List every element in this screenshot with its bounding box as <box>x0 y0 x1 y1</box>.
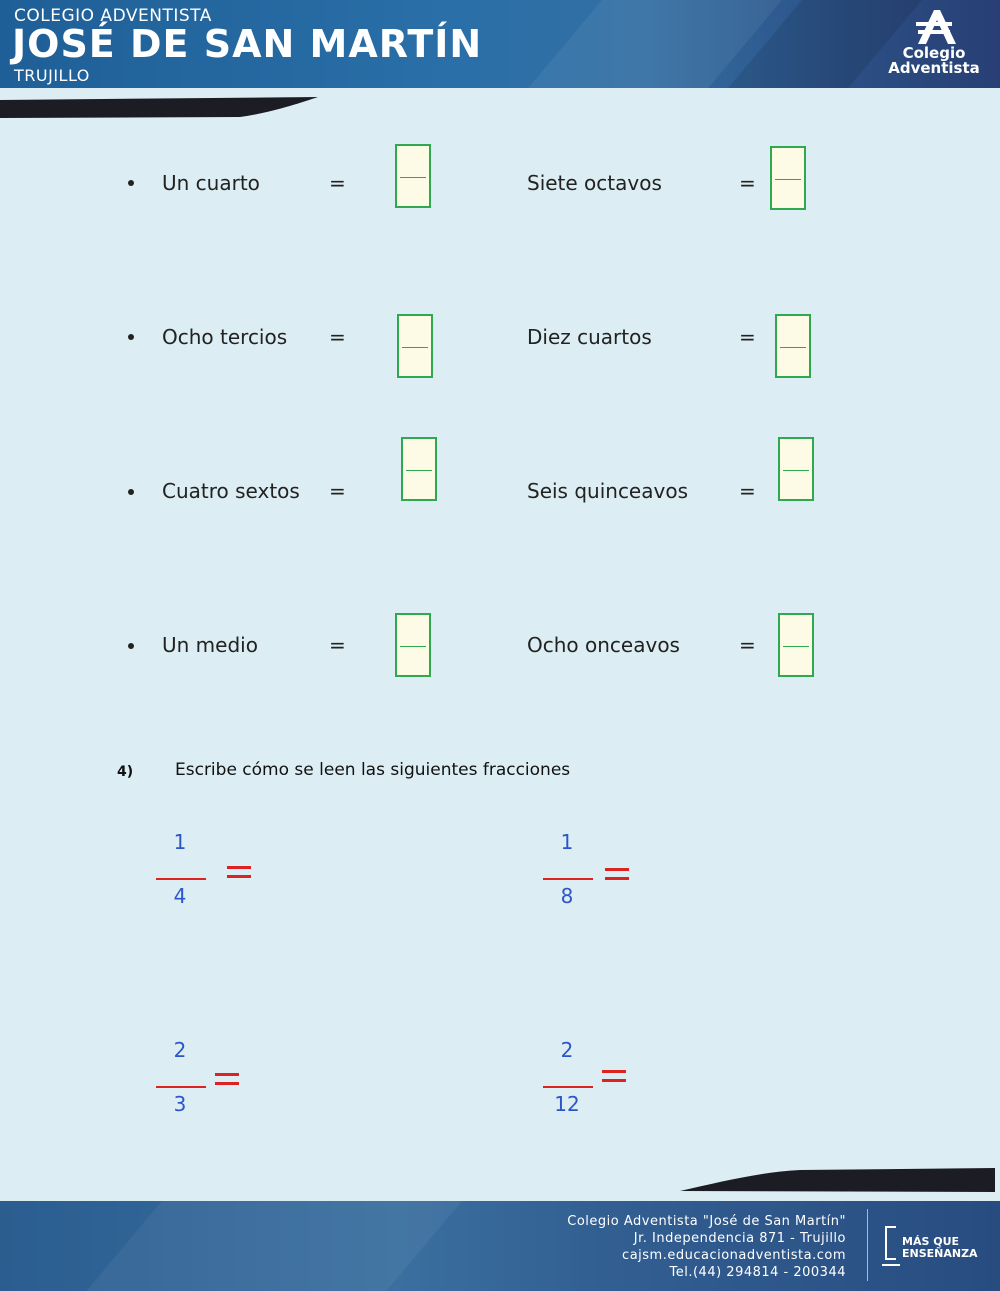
fraction-numerator: 1 <box>173 830 187 854</box>
equals-sign: = <box>739 171 756 195</box>
school-label: COLEGIO ADVENTISTA <box>14 6 212 26</box>
fraction-denominator: 8 <box>560 884 574 908</box>
bullet-icon <box>128 643 134 649</box>
exercise-label: Un cuarto <box>162 171 260 195</box>
exercise-label: Ocho tercios <box>162 325 288 349</box>
fraction-equals-sign <box>215 1073 239 1085</box>
exercise-label: Diez cuartos <box>527 325 652 349</box>
footer-divider <box>867 1209 868 1281</box>
fraction-answer-box[interactable] <box>778 613 814 677</box>
fraction-numerator: 1 <box>560 830 574 854</box>
header-swoosh <box>0 97 330 121</box>
fraction-bar <box>156 1086 206 1088</box>
equals-sign: = <box>329 633 346 657</box>
footer-phone: Tel.(44) 294814 - 200344 <box>669 1265 846 1280</box>
fraction-numerator: 2 <box>173 1038 187 1062</box>
fraction-denominator: 12 <box>554 1092 580 1116</box>
bullet-icon <box>128 489 134 495</box>
exercise-label: Siete octavos <box>527 171 662 195</box>
logo-text-line2: Adventista <box>888 59 980 77</box>
page-header <box>0 0 1000 88</box>
fraction-bar <box>543 1086 593 1088</box>
fraction-answer-box[interactable] <box>401 437 437 501</box>
fraction-answer-box[interactable] <box>778 437 814 501</box>
equals-sign: = <box>329 479 346 503</box>
fraction-answer-box[interactable] <box>397 314 433 378</box>
fraction-answer-box[interactable] <box>395 613 431 677</box>
equals-sign: = <box>739 479 756 503</box>
fraction-equals-sign <box>227 866 251 878</box>
question-number: 4) <box>117 764 134 780</box>
fraction-answer-box[interactable] <box>770 146 806 210</box>
fraction-denominator: 4 <box>173 884 187 908</box>
exercise-label: Seis quinceavos <box>527 479 688 503</box>
footer-school-name: Colegio Adventista "José de San Martín" <box>567 1214 846 1229</box>
equals-sign: = <box>739 633 756 657</box>
adventist-logo-icon <box>912 10 956 44</box>
logo-text-line1: Colegio <box>902 44 966 62</box>
fraction-bar <box>156 878 206 880</box>
school-city: TRUJILLO <box>14 66 90 85</box>
badge-line1: MÁS QUE <box>902 1235 960 1248</box>
fraction-numerator: 2 <box>560 1038 574 1062</box>
adventist-logo <box>872 10 996 82</box>
school-name: JOSÉ DE SAN MARTÍN <box>12 22 483 66</box>
badge-line2: ENSEÑANZA <box>902 1247 978 1260</box>
bullet-icon <box>128 180 134 186</box>
fraction-bar <box>543 878 593 880</box>
footer-address: Jr. Independencia 871 - Trujillo <box>633 1231 846 1246</box>
fraction-answer-box[interactable] <box>395 144 431 208</box>
book-icon <box>880 1225 900 1269</box>
footer-decor-stripe <box>61 1201 478 1291</box>
footer-website: cajsm.educacionadventista.com <box>622 1248 846 1263</box>
fraction-equals-sign <box>602 1070 626 1082</box>
exercise-label: Ocho onceavos <box>527 633 680 657</box>
bullet-icon <box>128 334 134 340</box>
exercise-label: Un medio <box>162 633 258 657</box>
equals-sign: = <box>739 325 756 349</box>
fraction-equals-sign <box>605 868 629 880</box>
equals-sign: = <box>329 171 346 195</box>
footer-swoosh <box>0 1168 1000 1194</box>
question-instruction: Escribe cómo se leen las siguientes fracciones <box>175 760 571 780</box>
exercise-label: Cuatro sextos <box>162 479 300 503</box>
fraction-answer-box[interactable] <box>775 314 811 378</box>
fraction-denominator: 3 <box>173 1092 187 1116</box>
page-footer <box>0 1201 1000 1291</box>
equals-sign: = <box>329 325 346 349</box>
